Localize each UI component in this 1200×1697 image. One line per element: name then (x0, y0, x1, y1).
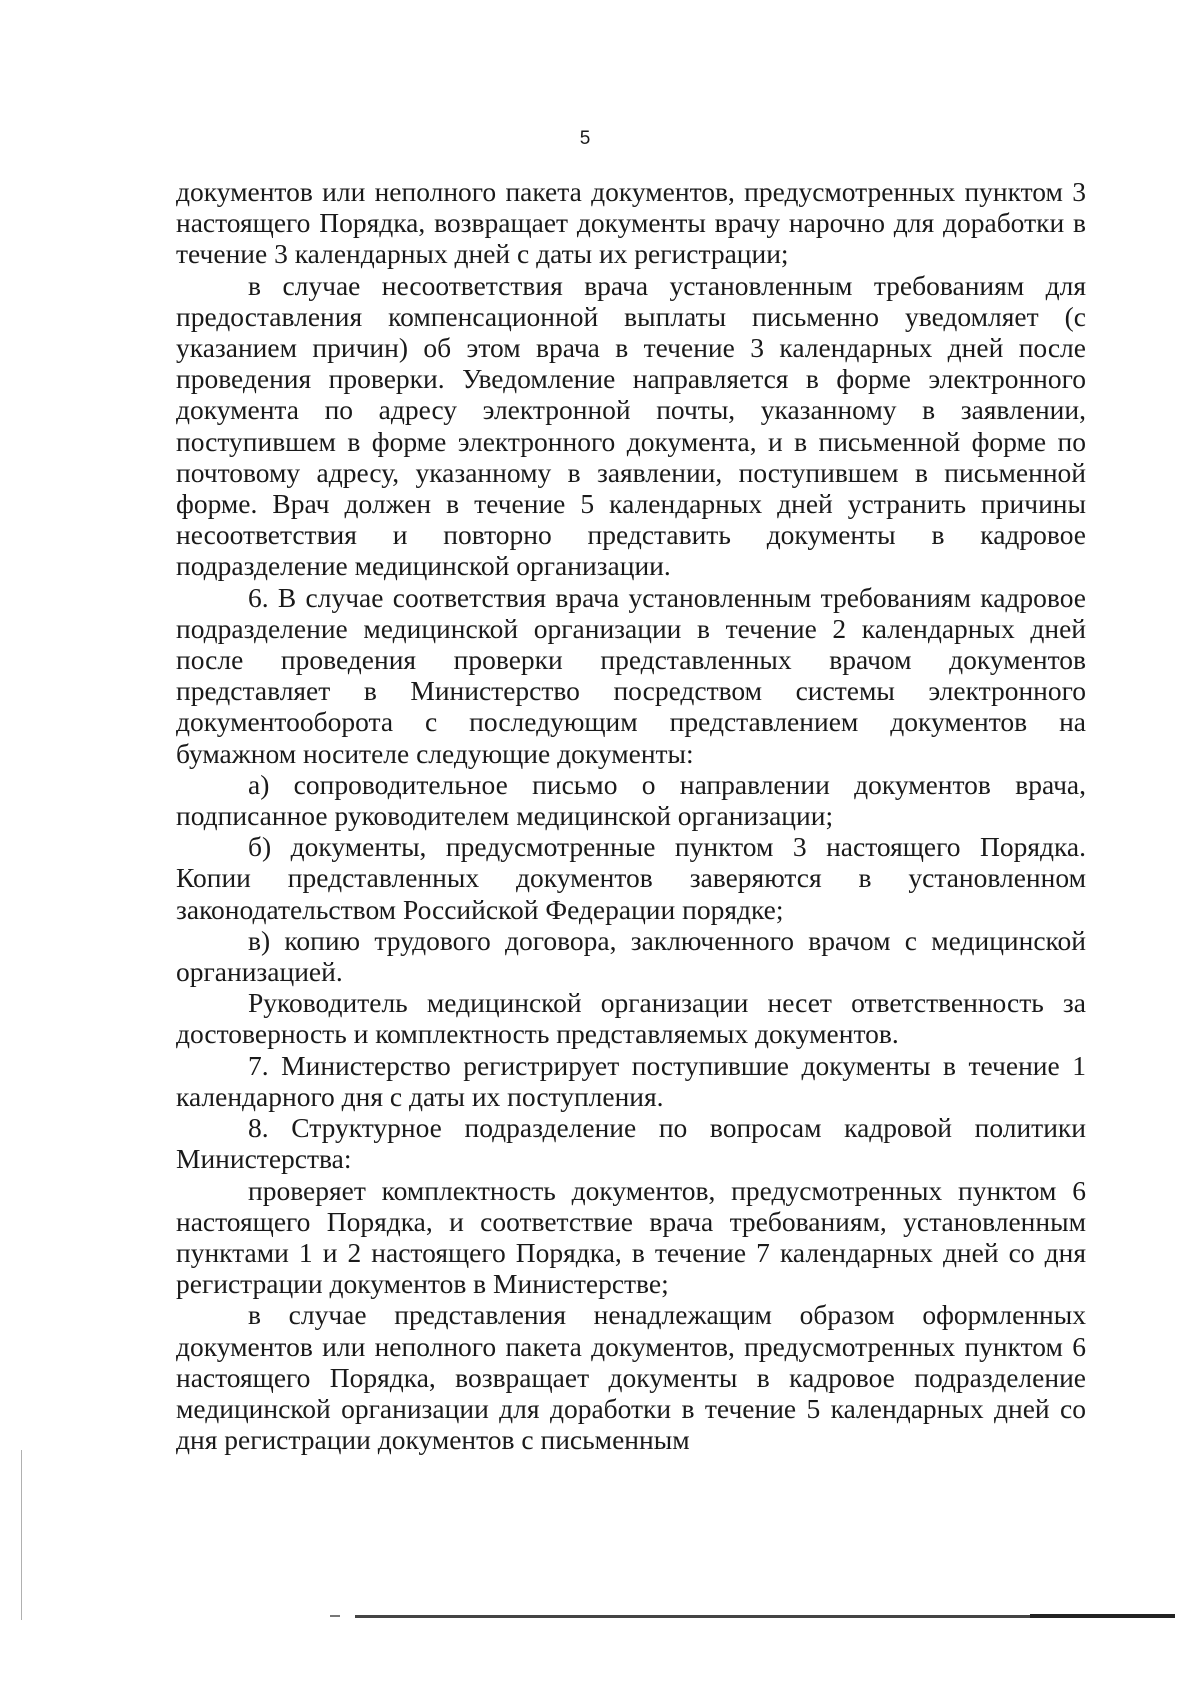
paragraph-item-7: 7. Министерство регистрирует поступившие документы в течение 1 календарного дня с даты их поступления. (176, 1049, 1086, 1112)
page-number: 5 (579, 128, 591, 149)
paragraph-item-8: 8. Структурное подразделение по вопросам кадровой политики Министерства: (176, 1112, 1086, 1175)
paragraph-item-8-return: в случае представления ненадлежащим образом оформленных документов или неполного пакета документов, предусмотренных пунктом 6 настоящего Порядка, возвращает документы в кадровое подразделение медицинской организации для доработки в течение 5 календарных дней со дня регистрации документов с письменным (176, 1299, 1086, 1456)
paragraph-item-6b: б) документы, предусмотренные пунктом 3 настоящего Порядка. Копии представленных документов заверяются в установленном законодательством Российской Федерации порядке; (176, 831, 1086, 925)
paragraph-item-6v: в) копию трудового договора, заключенного врачом с медицинской организацией. (176, 924, 1086, 988)
document-body (176, 176, 1086, 1455)
scan-edge-line (21, 1450, 22, 1620)
paragraph-continuation: документов или неполного пакета документов, предусмотренных пунктом 3 настоящего Порядка, возвращает документы врачу нарочно для доработки в течение 3 календарных дней с даты их регистрации; (176, 176, 1086, 270)
paragraph-item-6a: а) сопроводительное письмо о направлении документов врача, подписанное руководителем медицинской организации; (176, 768, 1086, 832)
paragraph-nonconformity-notice: в случае несоответствия врача установленным требованиям для предоставления компенсационной выплаты письменно уведомляет (с указанием причин) об этом врача в течение 3 календарных дней после проведения проверки. Уведомление направляется в форме электронного документа по адресу электронной почты, указанному в заявлении, поступившем в форме электронного документа, и в письменной форме по почтовому адресу, указанному в заявлении, поступившем в письменной форме. Врач должен в течение 5 календарных дней устранить причины несоответствия и повторно представить документы в кадровое подразделение медицинской организации. (176, 269, 1086, 582)
paragraph-item-6: 6. В случае соответствия врача установленным требованиям кадровое подразделение медицинской организации в течение 2 календарных дней после проведения проверки представленных врачом документов представляет в Министерство посредством системы электронного документооборота с последующим представлением документов на бумажном носителе следующие документы: (176, 581, 1086, 769)
paragraph-item-8-check: проверяет комплектность документов, предусмотренных пунктом 6 настоящего Порядка, и соответствие врача требованиям, установленным пунктами 1 и 2 настоящего Порядка, в течение 7 календарных дней со дня регистрации документов в Министерстве; (176, 1174, 1086, 1300)
paragraph-responsibility: Руководитель медицинской организации несет ответственность за достоверность и комплектность представляемых документов. (176, 987, 1086, 1050)
scan-bottom-dash (330, 1615, 340, 1617)
scan-bottom-rule-thick (1030, 1614, 1175, 1618)
